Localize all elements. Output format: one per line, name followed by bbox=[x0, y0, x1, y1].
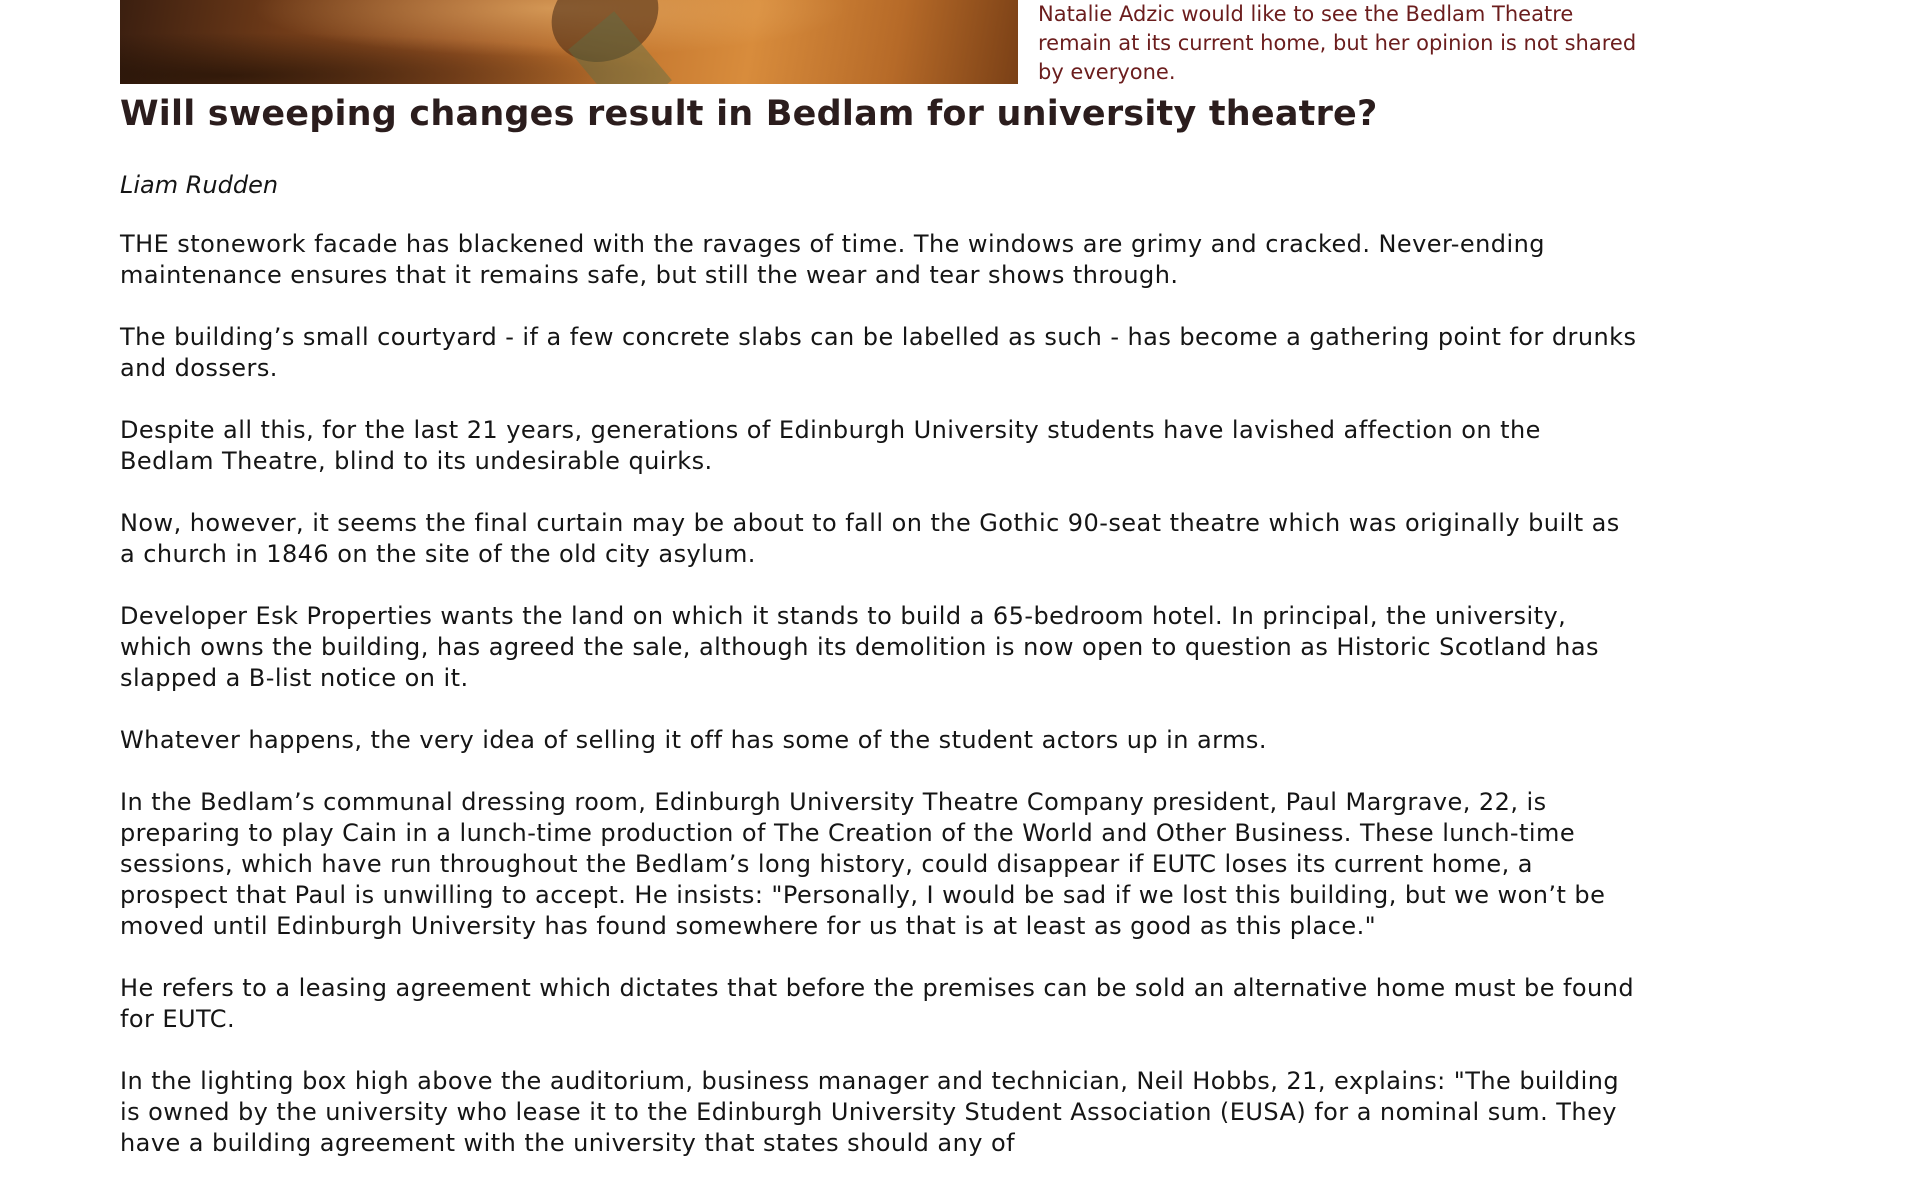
article-body bbox=[120, 229, 1640, 1190]
article-photo bbox=[120, 0, 1018, 84]
article-paragraph-6: Whatever happens, the very idea of selling it off has some of the student actors up in arms. bbox=[120, 726, 1267, 754]
article-paragraph-7: In the Bedlam’s communal dressing room, Edinburgh University Theatre Company president, Paul Margrave, 22, is preparing to play Cain in a lunch-time production of The Creation of the World and Other Business. These lunch-time sessions, which have run throughout the Bedlam’s long history, could disappear if EUTC loses its current home, a prospect that Paul is unwilling to accept. He insists: "Personally, I would be sad if we lost this building, but we won’t be moved until Edinburgh University has found somewhere for us that is at least as good as this place." bbox=[120, 788, 1606, 940]
photo-caption: Natalie Adzic would like to see the Bedlam Theatre remain at its current home, but her opinion is not shared by everyone. bbox=[1038, 2, 1637, 84]
article-paragraph-5: Developer Esk Properties wants the land on which it stands to build a 65-bedroom hotel. In principal, the university, which owns the building, has agreed the sale, although its demolition is now open to question as Historic Scotland has slapped a B-list notice on it. bbox=[120, 602, 1599, 692]
article-paragraph-9: In the lighting box high above the auditorium, business manager and technician, Neil Hobbs, 21, explains: "The building is owned by the university who lease it to the Edinburgh University Student Association (EUSA) for a nominal sum. They have a building agreement with the university that states should any of bbox=[120, 1067, 1620, 1157]
article-paragraph-8: He refers to a leasing agreement which dictates that before the premises can be sold an alternative home must be found for EUTC. bbox=[120, 974, 1635, 1033]
article-headline: Will sweeping changes result in Bedlam for university theatre? bbox=[120, 94, 1378, 134]
article-paragraph-2: The building’s small courtyard - if a few concrete slabs can be labelled as such - has become a gathering point for drunks and dossers. bbox=[120, 323, 1637, 382]
article-paragraph-4: Now, however, it seems the final curtain may be about to fall on the Gothic 90-seat theatre which was originally built as a church in 1846 on the site of the old city asylum. bbox=[120, 509, 1620, 568]
article-byline: Liam Rudden bbox=[120, 171, 279, 199]
article-paragraph-3: Despite all this, for the last 21 years, generations of Edinburgh University students have lavished affection on the Bedlam Theatre, blind to its undesirable quirks. bbox=[120, 416, 1541, 475]
article-paragraph-1: THE stonework facade has blackened with the ravages of time. The windows are grimy and cracked. Never-ending maintenance ensures that it remains safe, but still the wear and tear shows through. bbox=[120, 230, 1545, 289]
